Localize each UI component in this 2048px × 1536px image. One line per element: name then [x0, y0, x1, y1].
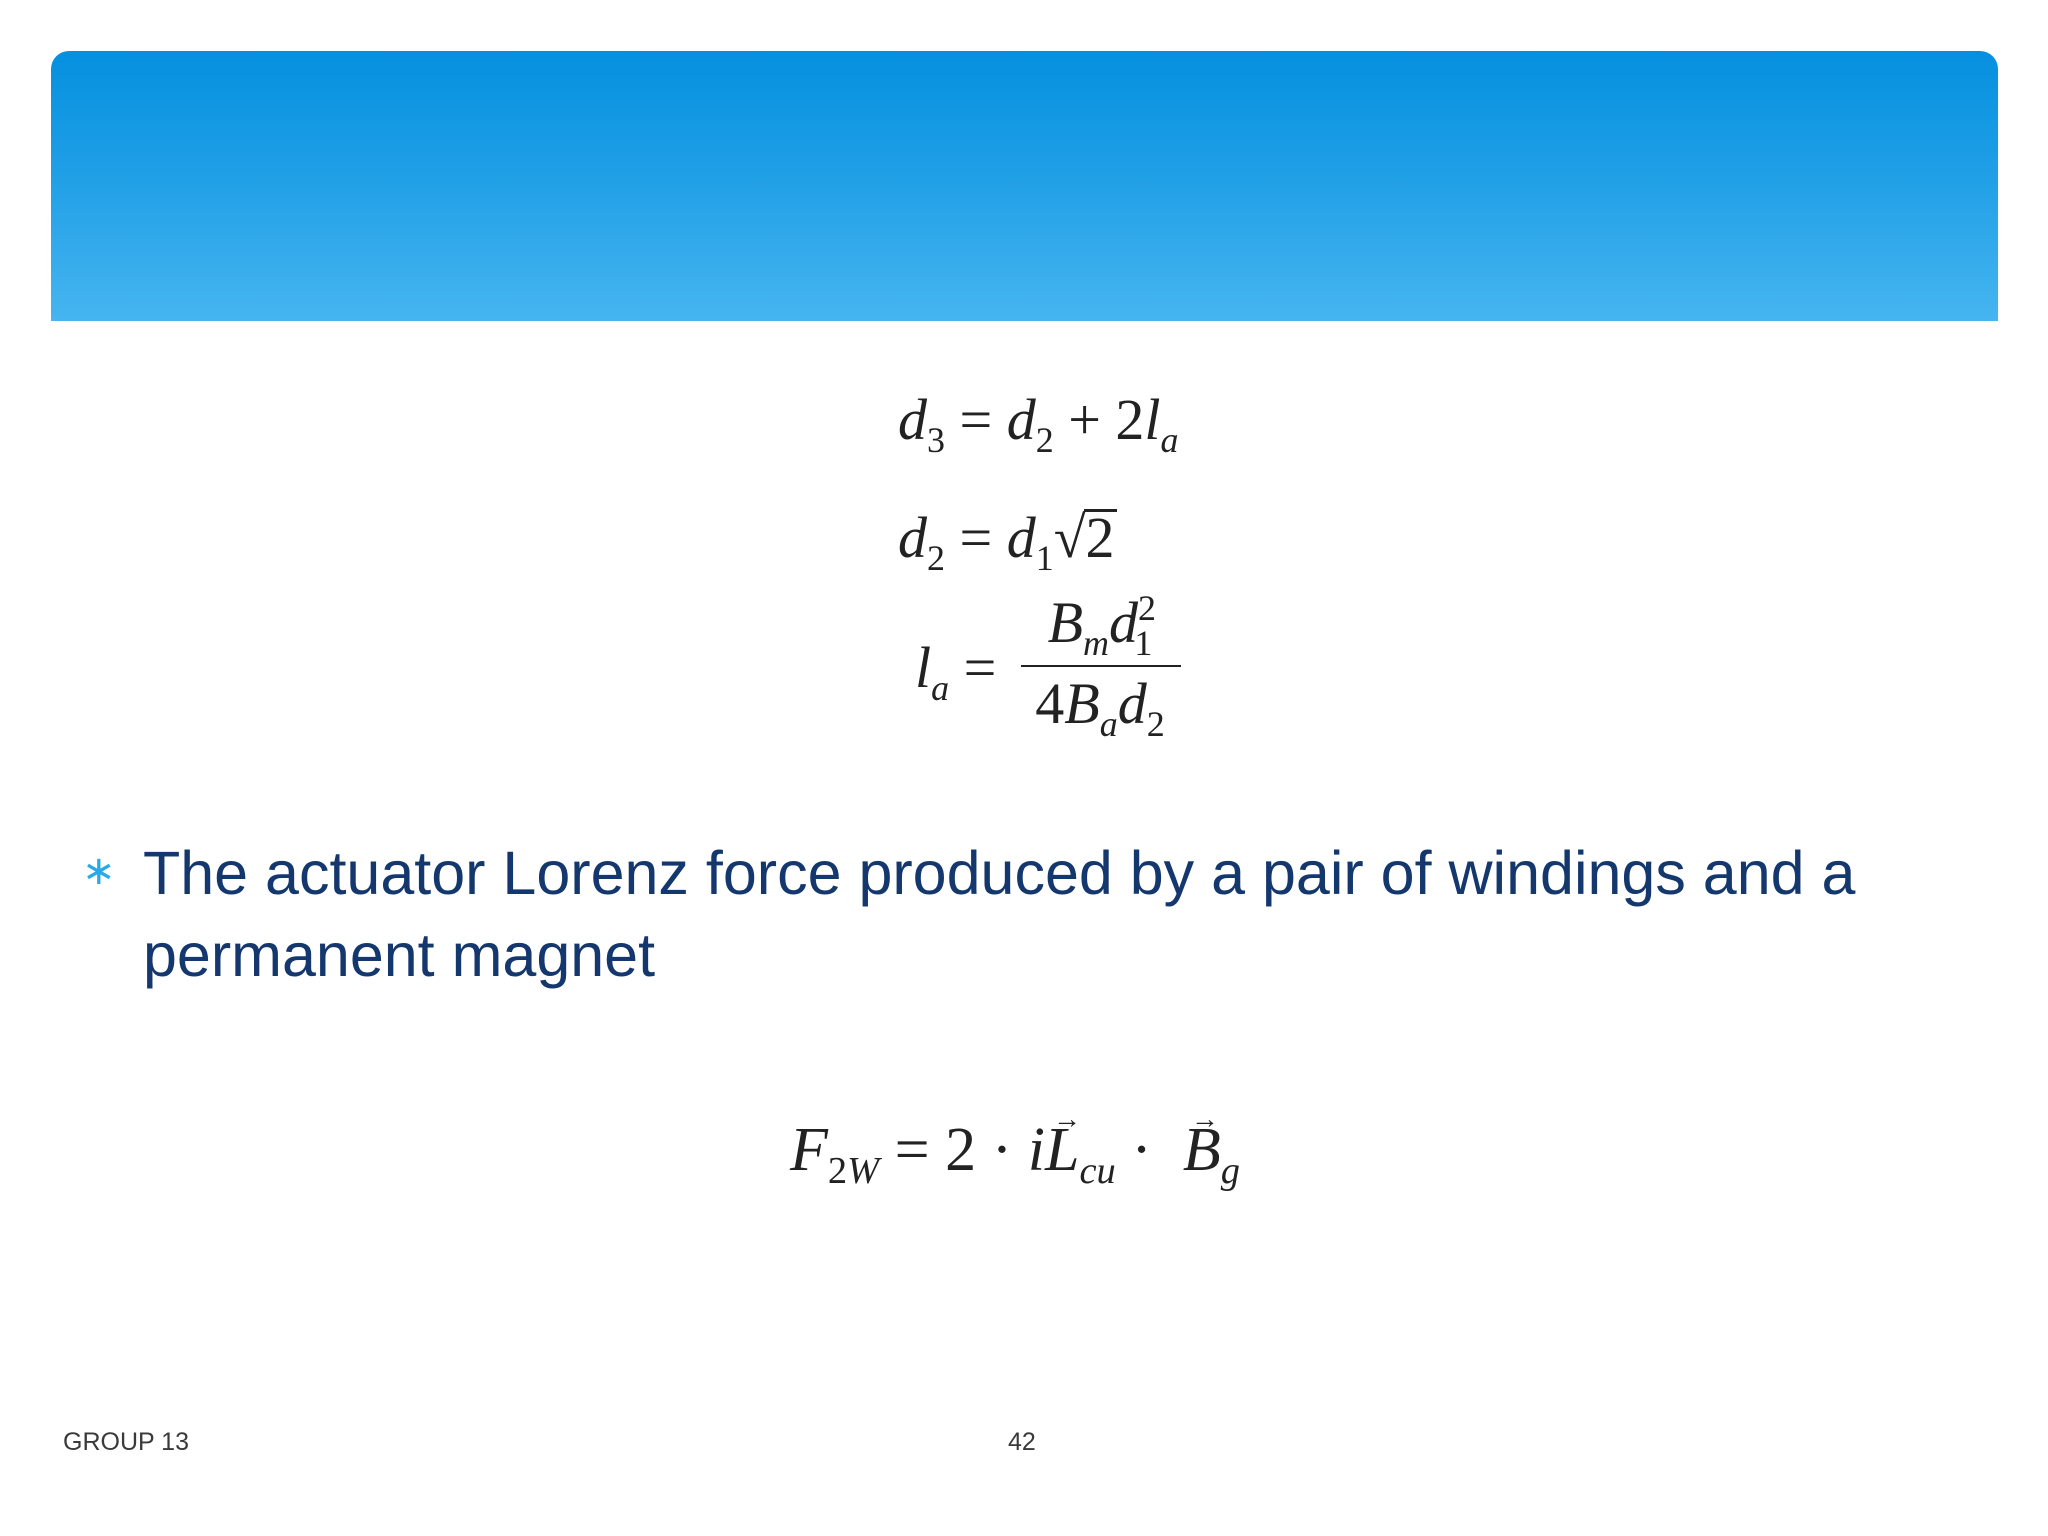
equation-d3: $d_3 = d_2 + 2l_a$: [898, 387, 1179, 460]
equation-d2: $d_2 = d_1√2$: [898, 505, 1115, 578]
bullet-icon: ∗: [82, 848, 116, 894]
equation-lorenz-force: $F_{2W} = 2 \cdot i\to L_{cu}$ · → $B_g$: [790, 1110, 1240, 1198]
title-banner: [51, 51, 1998, 321]
page-number: 42: [1008, 1428, 1036, 1456]
bullet-text: The actuator Lorenz force produced by a pair of windings and a permanent magnet: [143, 839, 1856, 989]
footer-group-label: GROUP 13: [63, 1428, 189, 1456]
